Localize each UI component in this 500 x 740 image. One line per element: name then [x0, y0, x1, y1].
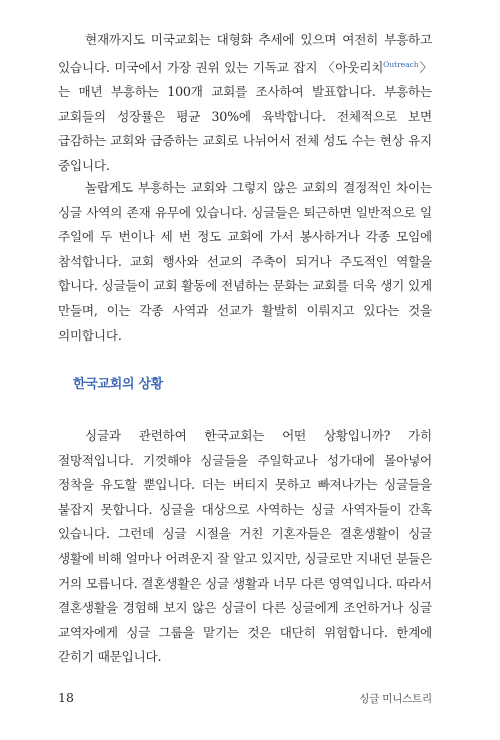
paragraph-1-text-end: 〉는 매년 부흥하는 100개 교회를 조사하여 발표합니다. 부흥하는 교회들의 성장률은 평균 30%에 육박합니다. 전체적으로 보면 급감하는 교회와 급증하는 교회로 나뉘어서 전체 성도 수는 현상 유지 중입니다.: [58, 59, 432, 173]
body-paragraph-1: [58, 28, 432, 179]
outreach-superscript: Outreach: [383, 59, 419, 69]
running-book-title: 싱글 미니스트리: [359, 693, 432, 705]
page-number: 18: [58, 690, 74, 705]
section-heading: 한국교회의 상황: [73, 377, 164, 392]
paragraph-1-text-start: 현재까지도 미국교회는 대형화 추세에 있으며 여전히 부흥하고 있습니다. 미국에서 가장 권위 있는 기독교 잡지 〈아웃리치: [58, 32, 432, 75]
body-paragraph-3: 싱글과 관련하여 한국교회는 어떤 상황입니까? 가히 절망적입니다. 기껏해야 싱글들을 주일학교나 성가대에 몰아넣어 정착을 유도할 뿐입니다. 더는 버티지 못하고 빠져나가는 싱글들을 붙잡지 못합니다. 싱글을 대상으로 사역하는 싱글 사역자들이 간혹 있습니다. 그런데 싱글 시절을 거친 기혼자들은 결혼생활이 싱글 생활에 비해 얼마나 어려운지 잘 알고 있지만, 싱글로만 지내던 분들은 거의 모릅니다. 결혼생활은 싱글 생활과 너무 다른 영역입니다. 따라서 결혼생활을 경험해 보지 않은 싱글이 다른 싱글에게 조언하거나 싱글 교역자에게 싱글 그룹을 맡기는 것은 대단히 위험합니다. 한계에 갇히기 때문입니다.: [58, 428, 432, 665]
body-paragraph-2: 놀랍게도 부흥하는 교회와 그렇지 않은 교회의 결정적인 차이는 싱글 사역의 존재 유무에 있습니다. 싱글들은 퇴근하면 일반적으로 일 주일에 두 번이나 세 번 정도 교회에 가서 봉사하거나 각종 모임에 참석합니다. 교회 행사와 선교의 주축이 되거나 주도적인 역할을 합니다. 싱글들이 교회 활동에 전념하는 문화는 교회를 더욱 생기 있게 만들며, 이는 각종 사역과 선교가 활발히 이뤄지고 있다는 것을 의미합니다.: [58, 180, 432, 343]
